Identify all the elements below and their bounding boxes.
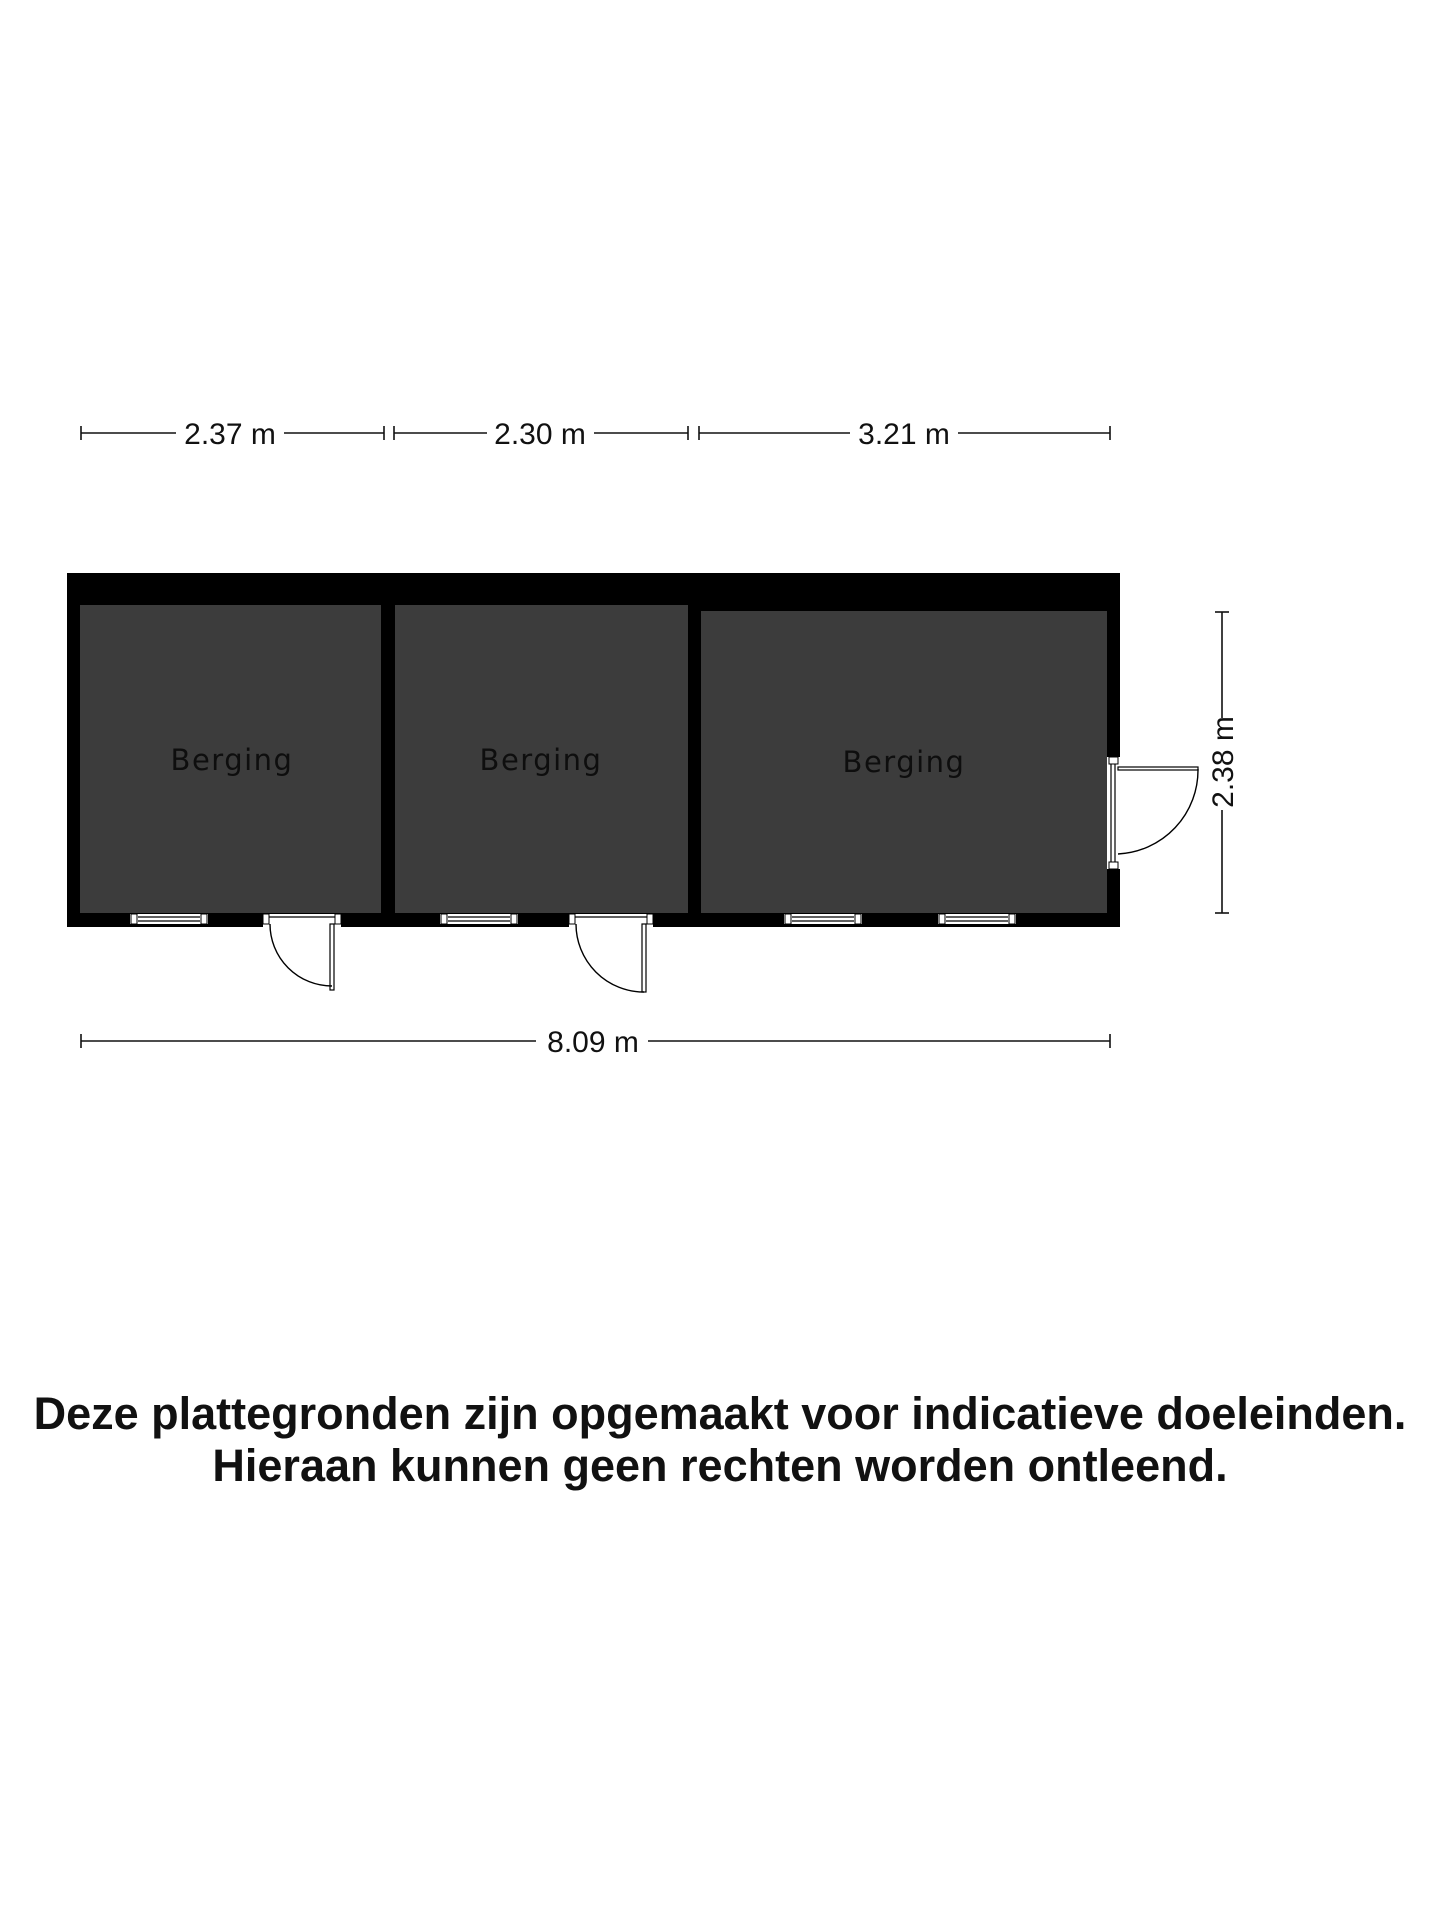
door-2	[569, 914, 653, 992]
total-width-label: 8.09 m	[547, 1026, 639, 1059]
window-2	[440, 914, 518, 924]
window-4	[938, 914, 1016, 924]
disclaimer-line-2: Hieraan kunnen geen rechten worden ontleend.	[212, 1440, 1228, 1491]
door-3	[1107, 757, 1198, 869]
room-label-2: Berging	[479, 743, 603, 777]
door-1	[263, 914, 341, 990]
window-3	[784, 914, 862, 924]
disclaimer	[0, 1388, 1440, 1492]
room-label-3: Berging	[842, 745, 966, 779]
dimension-label-2: 2.30 m	[494, 418, 586, 451]
room-label-1: Berging	[170, 743, 294, 777]
dimension-label-3: 3.21 m	[858, 418, 950, 451]
disclaimer-line-1: Deze plattegronden zijn opgemaakt voor indicatieve doeleinden.	[33, 1388, 1407, 1439]
window-1	[130, 914, 208, 924]
height-dimension-label: 2.38 m	[1207, 716, 1240, 808]
dimension-label-1: 2.37 m	[184, 418, 276, 451]
